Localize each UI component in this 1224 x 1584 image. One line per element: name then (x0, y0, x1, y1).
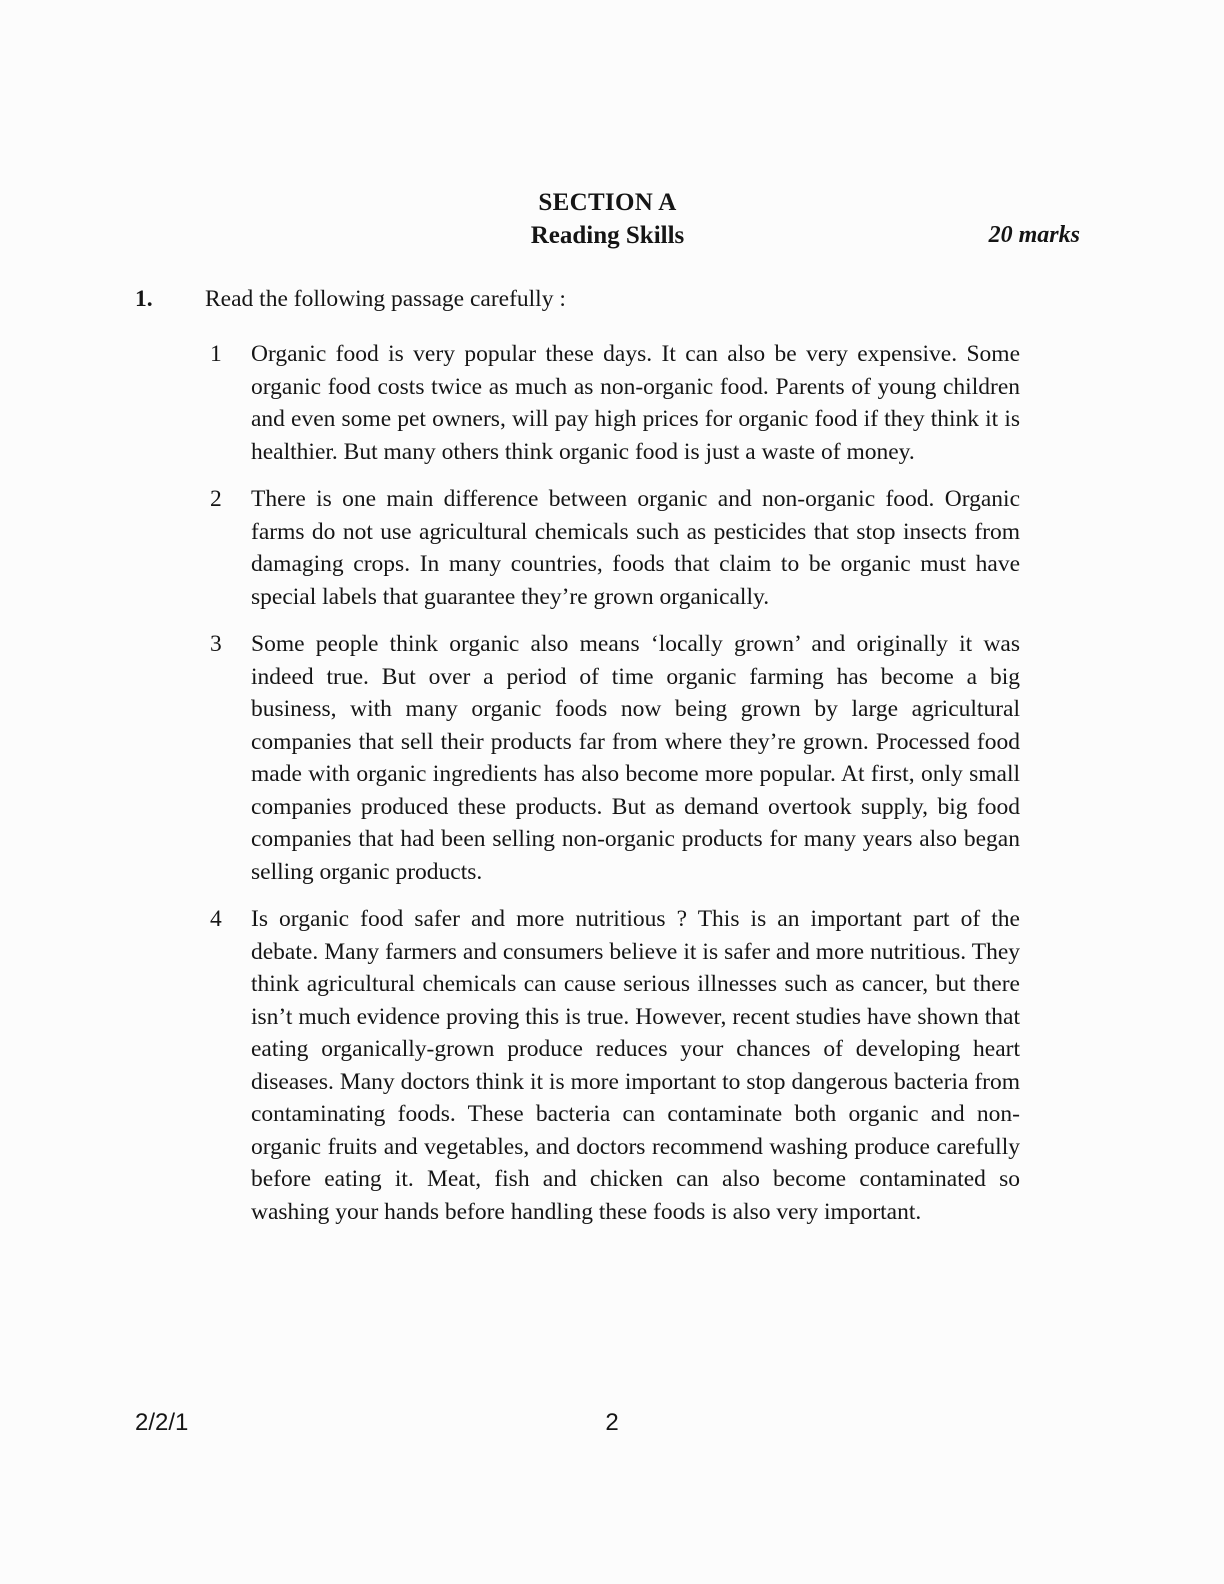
paper-code: 2/2/1 (135, 1409, 189, 1436)
page-number: 2 (605, 1409, 619, 1436)
paragraph-text: There is one main difference between organic and non-organic food. Organic farms do not use agricultural chemicals such as pesticides that stop insects from damaging crops. In many countries, foods that claim to be organic must have special labels that guarantee they’re grown organically. (251, 486, 1020, 610)
paragraph-number: 2 (210, 486, 222, 512)
question-number: 1. (135, 286, 153, 312)
reading-passage (210, 338, 1020, 1228)
section-title: SECTION A (538, 189, 677, 216)
subtitle-row (135, 219, 1080, 252)
marks-label: 20 marks (988, 222, 1080, 248)
passage-paragraph (210, 903, 1020, 1228)
paragraph-number: 1 (210, 341, 222, 367)
question-instruction: Read the following passage carefully : (205, 286, 566, 312)
passage-paragraph (210, 338, 1020, 468)
passage-paragraph (210, 483, 1020, 613)
page-content (135, 186, 1080, 1228)
passage-paragraph (210, 628, 1020, 888)
question-row (135, 283, 1080, 315)
paragraph-number: 4 (210, 906, 222, 932)
paragraph-number: 3 (210, 631, 222, 657)
paragraph-text: Is organic food safer and more nutritious ? This is an important part of the debate. Many farmers and consumers believe it is safer and more nutritious. They think agricultural chemicals can cause serious illnesses such as cancer, but there isn’t much evidence proving this is true. However, recent studies have shown that eating organically-grown produce reduces your chances of developing heart diseases. Many doctors think it is more important to stop dangerous bacteria from contaminating foods. These bacteria can contaminate both organic and non-organic fruits and vegetables, and doctors recommend washing produce carefully before eating it. Meat, fish and chicken can also become contaminated so washing your hands before handling these foods is also very important. (251, 906, 1020, 1225)
paragraph-text: Some people think organic also means ‘locally grown’ and originally it was indeed true. But over a period of time organic farming has become a big business, with many organic foods now being grown by large agricultural companies that sell their products far from where they’re grown. Processed food made with organic ingredients has also become more popular. At first, only small companies produced these products. But as demand overtook supply, big food companies that had been selling non-organic products for many years also began selling organic products. (251, 631, 1020, 885)
paragraph-text: Organic food is very popular these days. It can also be very expensive. Some organic food costs twice as much as non-organic food. Parents of young children and even some pet owners, will pay high prices for organic food if they think it is healthier. But many others think organic food is just a waste of money. (251, 341, 1020, 465)
section-subtitle: Reading Skills (530, 222, 685, 249)
